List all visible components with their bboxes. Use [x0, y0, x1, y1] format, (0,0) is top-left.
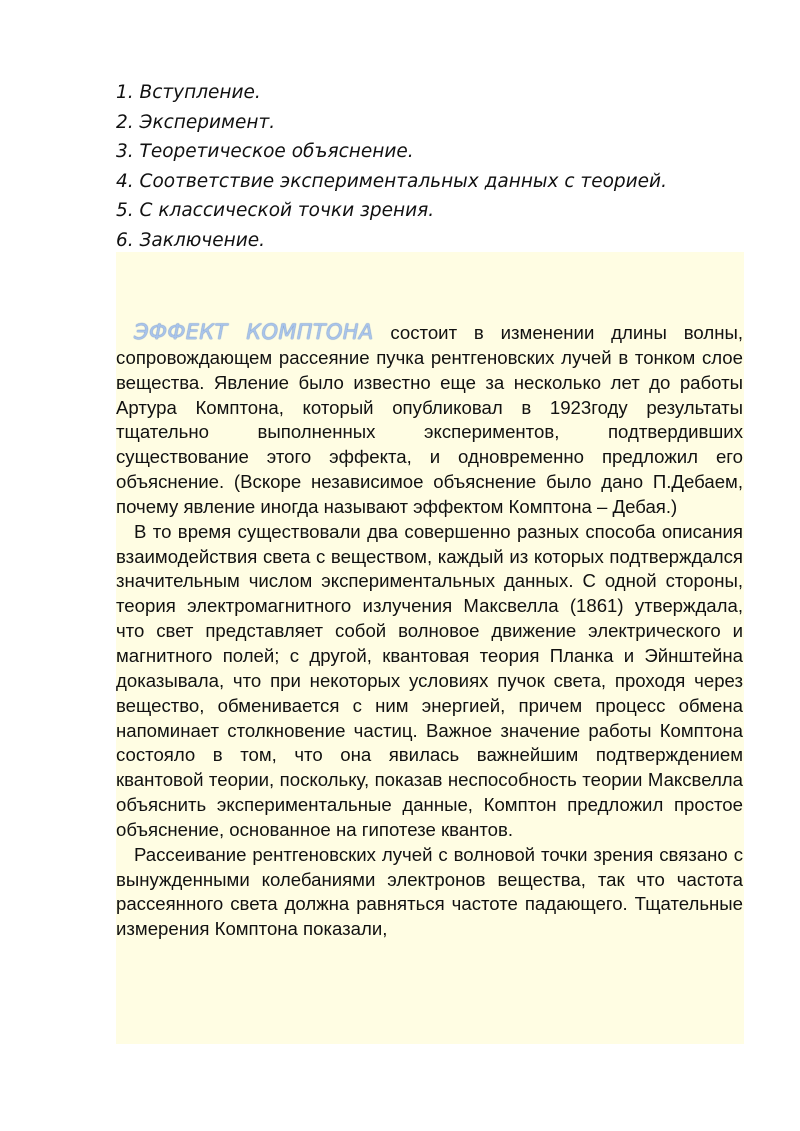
- paragraph: Рассеивание рентгеновских лучей с волновой точки зрения связано с вынужденными колебаниями электронов вещества, так что частота рассеянного света должна равняться частоте падающего. Тщательные измерения Комптона показали,: [116, 843, 743, 940]
- toc-item: 3. Теоретическое объяснение.: [116, 141, 414, 162]
- table-of-contents: [116, 78, 756, 255]
- paragraph: В то время существовали два совершенно разных способа описания взаимодействия света с веществом, каждый из которых подтверждался значительным числом экспериментальных данных. С одной стороны, теория электромагнитного излучения Максвелла (1861) утверждала, что свет представляет собой волновое движение электрического и магнитного полей; с другой, квантовая теория Планка и Эйнштейна доказывала, что при некоторых условиях пучок света, проходя через вещество, обменивается с ним энергией, причем процесс обмена напоминает столкновение частиц. Важное значение работы Комптона состояло в том, что она явилась важнейшим подтверждением квантовой теории, поскольку, показав неспособность теории Максвелла объяснить экспериментальные данные, Комптон предложил простое объяснение, основанное на гипотезе квантов.: [116, 520, 743, 840]
- toc-item: 1. Вступление.: [116, 82, 261, 103]
- toc-item: 4. Соответствие экспериментальных данных с теорией.: [116, 170, 667, 192]
- article-heading: ЭФФЕКТ КОМПТОНА: [134, 320, 374, 344]
- paragraph: [116, 320, 743, 520]
- article-body: [116, 320, 743, 942]
- paragraph-text: состоит в изменении длины волны, сопровождающем рассеяние пучка рентгеновских лучей в тонком слое вещества. Явление было известно еще за несколько лет до работы Артура Комптона, который опубликовал в 1923году результаты тщательно выполненных экспериментов, подтвердивших существование этого эффекта, и одновременно предложил его объяснение. (Вскоре независимое объяснение было дано П.Дебаем, почему явление иногда называют эффектом Комптона – Дебая.): [116, 322, 743, 517]
- toc-item: 5. С классической точки зрения.: [116, 200, 435, 221]
- toc-item: 6. Заключение.: [116, 229, 265, 251]
- toc-item: 2. Эксперимент.: [116, 111, 276, 133]
